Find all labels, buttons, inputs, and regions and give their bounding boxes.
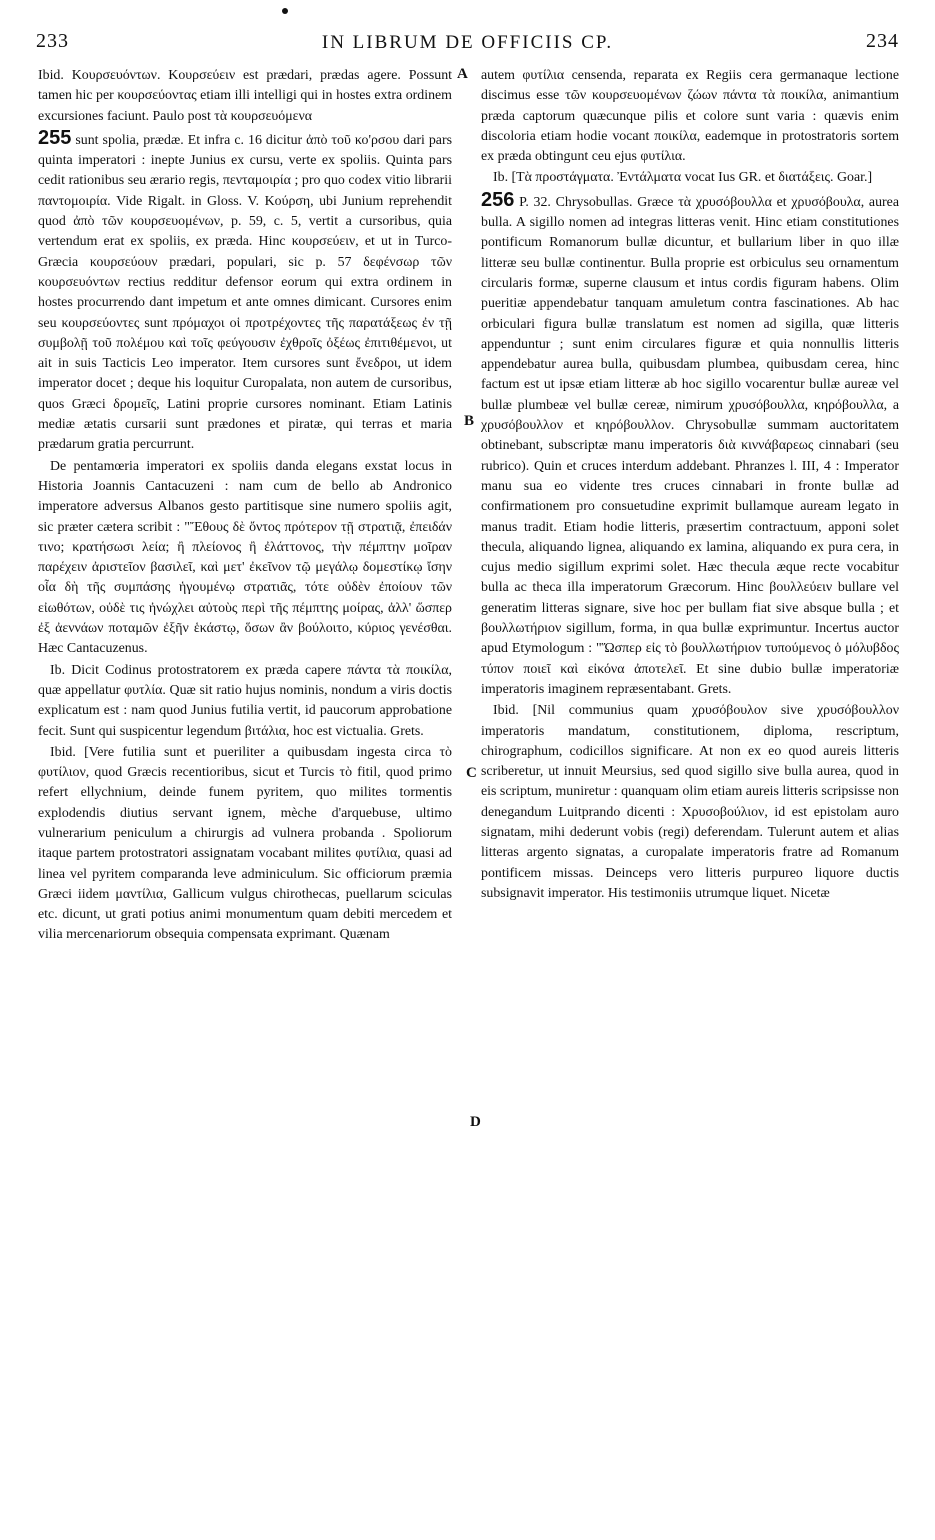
paragraph: 255 sunt spolia, prædæ. Et infra c. 16 dicitur ἀπὸ τοῦ κο'ρσου dari pars quinta imperatori : inepte Junius ex cursu, verte ex spoliis. Quinta pars cedit rationibus seu ærario regis, πενταμοιρία ; pro quo codex vitio librarii παντομοιρία. Vide Rigalt. in Gloss. V. Κούρση, ubi Junium reprehendit quod ἀπὸ τῶν κουρσευομένων, p. 59, c. 5, vertit a cursoribus, quia vertendum erat ex spoliis, ex præda. Hinc κουρσεύειν, et ut in Turco-Græcia κουρσεύουν prædari, populari, sic p. 57 δεφένσωρ τῶν κουρσευόντων rectius redditur defensor eorum qui extra ordinem in hostes procurrendo dant impetum et ante omnes dimicant. Cursores enim seu κουρσεύοντες sunt πρόμαχοι οἱ προτρέχοντες τῆς παρατάξεως ἐν τῇ συμβολῇ τοῦ πολέμου καὶ τοῖς φεύγουσιν ἐχθροῖς ὀξέως ἐπιτιθέμενοι, ut ait in suis Tacticis Leo imperator. Item cursores sunt ἔνεδροι, ut idem imperator docet ; deque his loquitur Curopalata, non autem de cursoribus, quos Græci δρομεῖς, Latini proprie cursores nominant. Etiam Latinis mediæ ætatis cursarii sunt prædones et piratæ, qui terras et maria prædarum gratia percurrunt. bbox=[38, 126, 452, 453]
right-column bbox=[481, 66, 899, 1516]
paragraph: 256 P. 32. Chrysobullas. Græce τὰ χρυσόβουλλα et χρυσόβουλα, aurea bulla. A sigillo nomen ad integras litteras venit. Hinc etiam constitutiones pontificum Romanorum bullæ dicuntur, et bullarium liber in quo illæ litteræ seu bullæ continentur. Bulla proprie est orbiculus seu ornamentum circularis formæ, superne clausum et intus cordis figuram habens. Olim pueritiæ appendebatur tanquam amuletum contra fascinationes. Ab hac orbiculari figura bullæ translatum est nomen ad sigilla, quæ litteris appenduntur ; sunt enim circulares figuræ et quia nonnullis litteris appendebatur aurea bulla, quibusdam plumbea, quibusdam cerea, hinc factum est ut ipsæ etiam litteræ ab hoc sigillo vocarentur bullæ aureæ vel bullæ plumbeæ vel bullæ cereæ, nimirum χρυσόβουλλα, κηρόβουλλα, a χρυσόβουλλον et κηρόβουλλον. Chrysobullæ summam auctoritatem obtinebant, subscriptæ manu imperatoris διὰ κιννάβαρεως cinnabari (seu rubrico). Quin et cruces interdum addebant. Phranzes l. III, 4 : Imperator manu sua eo vidente tres cruces cinnabari in fronte bullæ ad confirmationem pro consuetudine exprimit bullamque auream legato in manus tradit. Etiam hodie litteris, præsertim contractuum, apponi solet thecula, aliquando lignea, aliquando ex lamina, aliquando ex pura cera, in cujus medio sigillum exprimi solet. Hæc thecula æque recte vocabitur bulla ac theca illa imperatorum Græcorum. Hinc βουλλεύειν bullare vel generatim litteras signare, sive hoc per bullam fiat sive absque bulla ; et βουλλωτήριον sigillum, forma, in qua bullæ exprimuntur. Incertus auctor apud Etymologum : "Ὥσπερ εἰς τὸ βουλλωτήριον τυπούμενος ὁ μόλυβδος τύπον ποιεῖ καὶ εἰκόνα ἀποτελεῖ. Et sine dubio bullæ imperatoriæ imperatoris imaginem repræsentabant. Grets. bbox=[481, 188, 899, 697]
running-title: IN LIBRUM DE OFFICIIS CP. bbox=[321, 32, 614, 53]
paragraph: Ibid. [Vere futilia sunt et pueriliter a quibusdam ingesta circa τὸ φυτίλιον, quod Græcis recentioribus, sicut et Turcis τὸ fitil, quod primo refert ellychnium, deinde funem pyritem, quo milites tormentis explodendis diutius servant ignem, mèche d'arquebuse, ultimo vulnerarium peniculum a chirurgis ad vulnera probanda . Spoliorum itaque partem protostratori assignatam vocabant milites φυτίλια, quasi ad linea vel pyritem comparanda leve adminiculum. Sic officiorum præmia Græci iidem μαντίλια, Gallicum vulgus chirothecas, puellarum sciculas etc. dicunt, ut grati potius animi monumentum quam debiti mercedem et vilia mercenariorum obsequia compensata exprimant. Quænam bbox=[38, 744, 452, 943]
paragraph: autem φυτίλια censenda, reparata ex Regiis cera germanaque lectione discimus esse τῶν κουρσευομένων ζώων πάντα τὰ ποικίλα, animantium præda captorum quæcunque pilis et colore sunt varia : quævis enim discoloria etiam hodie vocant ποικίλα, eademque in protostratoris sortem ex præda obtingunt ceu ejus φυτίλια. bbox=[481, 68, 899, 165]
paragraph: Ibid. [Nil communius quam χρυσόβουλον sive χρυσόβουλλον imperatoris mandatum, constitutionem, diploma, rescriptum, chirographum, codicillos significare. At non ex eo quod aureis litteris scriberetur, ut innuit Meursius, sed quod sigillo sive bulla aurea, quod in eis scriptum, muniretur : quanquam olim etiam aureis litteris scripsisse non denegandum Luitprando dicenti : Χρυσοβούλιον, id est epistolam auro signatam, mihi dederunt vobis (regi) deferendam. Tulerunt autem et alias litteras argento signatas, a curopalate imperatoris fratre ad Romanum pontificem missas. Deinceps vero litteris purpureo liquore ductis subsignavit imperator. His testimoniis utrumque liquet. Nicetæ bbox=[481, 703, 899, 901]
running-header bbox=[36, 30, 899, 56]
margin-marker-d: D bbox=[470, 1114, 481, 1130]
paragraph: Ibid. Κουρσευόντων. Κουρσεύειν est prædari, prædas agere. Possunt tamen hic per κουρσεύοντας etiam illi intelligi qui in hostes extra ordinem excursiones faciunt. Paulo post τὰ κουρσευόμενα bbox=[38, 68, 452, 124]
paragraph: Ib. Dicit Codinus protostratorem ex præda capere πάντα τὰ ποικίλα, quæ appellatur φυτλία. Quæ sit ratio hujus nominis, nondum a viris doctis explicatum est : nam quod Junius futilia vertit, id paucorum approbatione fecit. Sunt qui suspicentur legendum βιτάλια, hoc est victualia. Grets. bbox=[38, 662, 452, 739]
section-number: 256 bbox=[481, 188, 515, 211]
margin-marker-b: B bbox=[464, 413, 475, 429]
margin-marker-a: A bbox=[457, 66, 468, 82]
page-number-right: 234 bbox=[866, 30, 899, 52]
ink-dot bbox=[282, 8, 288, 14]
page-number-left: 233 bbox=[36, 30, 69, 52]
paragraph: Ib. [Τὰ προστάγματα. Ἐντάλματα vocat Ius GR. et διατάξεις. Goar.] bbox=[493, 170, 873, 186]
section-number: 255 bbox=[38, 126, 72, 149]
paragraph: De pentamœria imperatori ex spoliis danda elegans exstat locus in Historia Joannis Cantacuzeni : nam cum de bello ab Andronico imperatore adversus Albanos gesto partitisque sine numero spoliis agit, sic præter cætera scribit : "Ἔθους δὲ ὄντος πρότερον τῇ στρατιᾷ, ἐπειδάν τινο; κρατήσωσι λεία; ἢ πλείονος ἢ ἐλάττονος, τὴν πέμπτην μοῖραν παρέχειν ἀριστεῖον βασιλεῖ, καὶ μετ' ἐκεῖνον τῷ μεγάλῳ δομεστίκῳ ἴσην οἷα δὴ τῆς συμπάσης ἡγουμένῳ στρατιᾶς, τότε οὐδὲν ἐποίουν τῶν εἰωθότων, οὐδὲ τις ἠνώχλει αὐτοὺς περὶ τῆς πέμπτης μοίρας, ἀλλ' ὥσπερ ἐξ ἀεννάων ποταμῶν ἐξῆν ἑκάστῳ, ὅσων ἂν βούλοιτο, κύριος γενέσθαι. Hæc Cantacuzenus. bbox=[38, 458, 452, 657]
left-column bbox=[38, 66, 452, 1516]
margin-marker-c: C bbox=[466, 765, 477, 781]
